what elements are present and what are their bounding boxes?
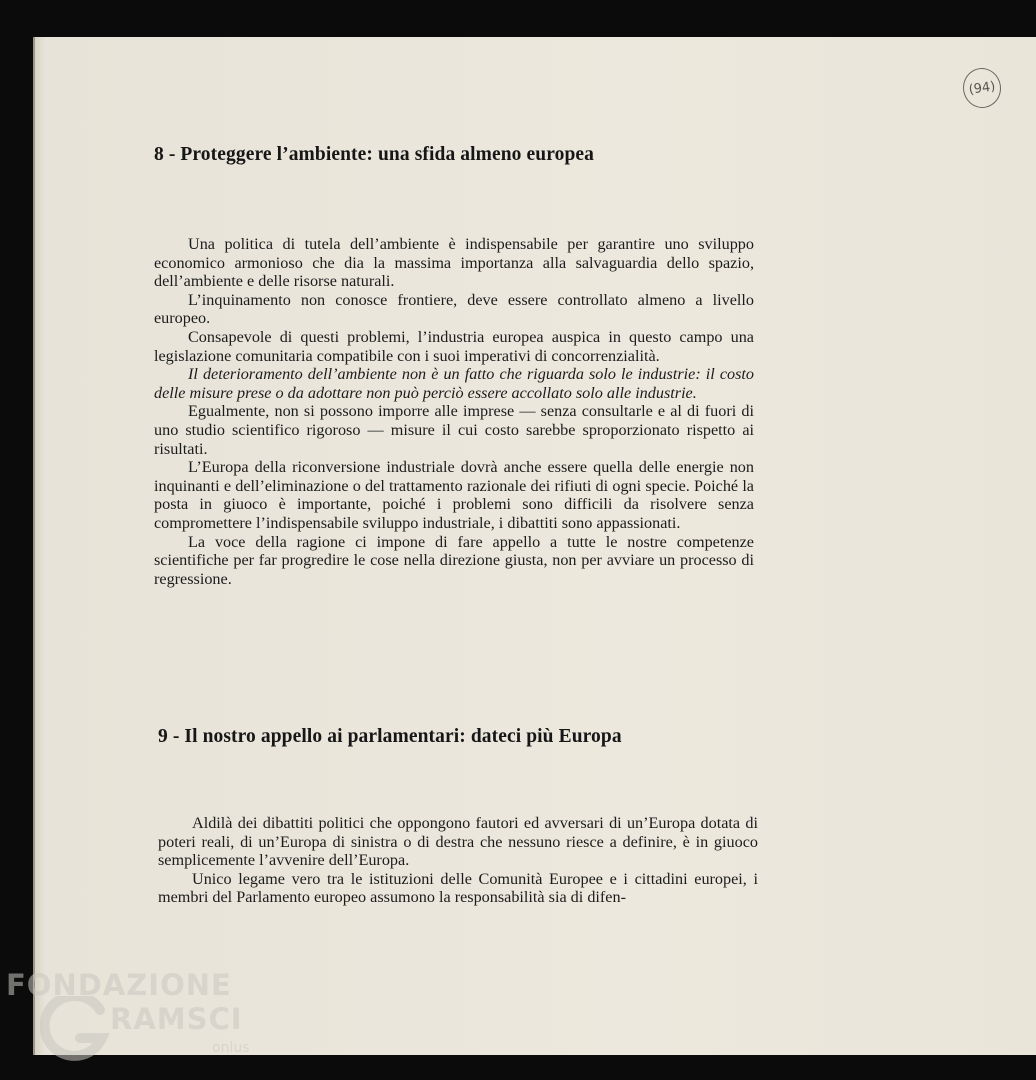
- paragraph: L’Europa della riconversione industriale dovrà anche essere quella delle energie non inquinanti e dell’eliminazione o del trattamento razionale dei rifiuti di ogni specie. Poiché la posta in giuoco è importante, poiché i problemi sono difficili da risolvere senza compromettere l’indispensabile sviluppo industriale, i dibattiti sono appassionati.: [154, 458, 754, 532]
- page-number-stamp: (94): [960, 66, 1003, 111]
- paragraph: Egualmente, non si possono imporre alle imprese — senza consultarle e al di fuori di uno studio scientifico rigoroso — misure il cui costo sarebbe sproporzionato rispetto ai risultati.: [154, 402, 754, 458]
- paragraph: Aldilà dei dibattiti politici che oppongono fautori ed avversari di un’Europa dotata di poteri reali, di un’Europa di sinistra o di destra che nessuno riesce a definire, è in giuoco semplicemente l’avvenire dell’Europa.: [158, 814, 758, 870]
- watermark-g-logo-icon: [40, 996, 110, 1066]
- section-8-heading: 8 - Proteggere l’ambiente: una sfida almeno europea: [154, 144, 595, 165]
- paragraph-italic: Il deterioramento dell’ambiente non è un fatto che riguarda solo le industrie: il costo delle misure prese o da adottare non può perciò essere accollato solo alle industrie.: [154, 365, 754, 402]
- section-9-heading: 9 - Il nostro appello ai parlamentari: dateci più Europa: [158, 726, 622, 747]
- watermark-line-1: FONDAZIONE: [6, 968, 232, 1002]
- watermark-line-2: RAMSCI: [110, 1002, 243, 1036]
- section-9-body: [158, 814, 758, 907]
- paragraph: Unico legame vero tra le istituzioni delle Comunità Europee e i cittadini europei, i membri del Parlamento europeo assumono la responsabilità sia di difen-: [158, 869, 758, 907]
- paragraph: La voce della ragione ci impone di fare appello a tutte le nostre competenze scientifiche per far progredire le cose nella direzione giusta, non per avviare un processo di regressione.: [154, 532, 754, 588]
- watermark-onlus: onlus: [212, 1040, 250, 1056]
- paragraph: L’inquinamento non conosce frontiere, deve essere controllato almeno a livello europeo.: [154, 290, 754, 328]
- paragraph: Consapevole di questi problemi, l’industria europea auspica in questo campo una legislazione comunitaria compatibile con i suoi imperativi di concorrenzialità.: [154, 327, 754, 365]
- section-8-body: [154, 235, 754, 588]
- fondazione-gramsci-watermark: [6, 966, 266, 1076]
- paragraph: Una politica di tutela dell’ambiente è indispensabile per garantire uno sviluppo economico armonioso che dia la massima importanza alla salvaguardia dello spazio, dell’ambiente e delle risorse naturali.: [154, 235, 754, 291]
